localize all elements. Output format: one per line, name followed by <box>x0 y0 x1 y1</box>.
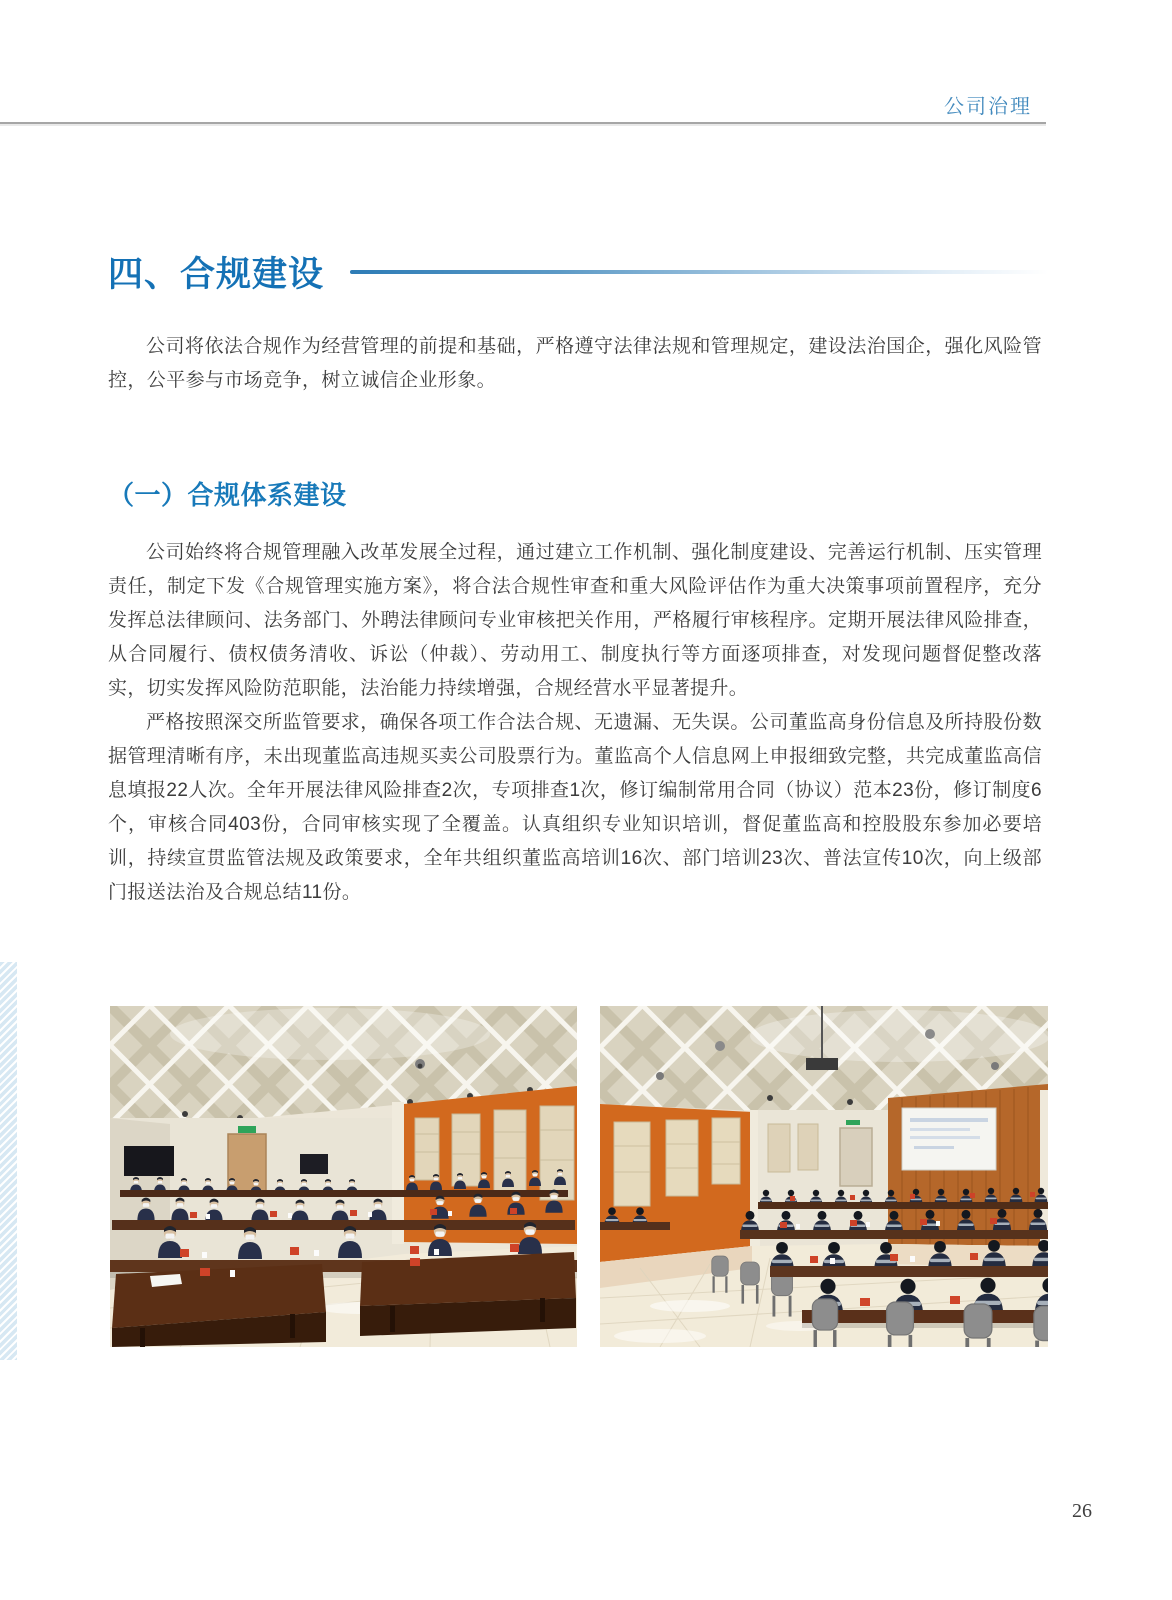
meeting-photo-left <box>110 1006 577 1347</box>
intro-paragraph: 公司将依法合规作为经营管理的前提和基础，严格遵守法律法规和管理规定，建设法治国企，强化风险管控，公平参与市场竞争，树立诚信企业形象。 <box>108 336 1042 391</box>
header-section-label: 公司治理 <box>944 96 1032 118</box>
header-rule <box>0 122 1046 124</box>
intro-paragraph-block <box>108 330 1042 398</box>
subsection-title: （一）合规体系建设 <box>108 480 347 510</box>
body-paragraph-1: 公司始终将合规管理融入改革发展全过程，通过建立工作机制、强化制度建设、完善运行机制、压实管理责任，制定下发《合规管理实施方案》，将合法合规性审查和重大风险评估作为重大决策事项前置程序，充分发挥总法律顾问、法务部门、外聘法律顾问专业审核把关作用，严格履行审核程序。定期开展法律风险排查，从合同履行、债权债务清收、诉讼（仲裁）、劳动用工、制度执行等方面逐项排查，对发现问题督促整改落实，切实发挥风险防范职能，法治能力持续增强，合规经营水平显著提升。 <box>108 542 1042 699</box>
projection-screen <box>902 1108 996 1170</box>
meeting-photo-right <box>600 1006 1048 1347</box>
body-text-block <box>108 536 1042 910</box>
left-hatch-decoration <box>0 962 17 1360</box>
body-paragraph-2: 严格按照深交所监管要求，确保各项工作合法合规、无遗漏、无失误。公司董监高身份信息及所持股份数据管理清晰有序，未出现董监高违规买卖公司股票行为。董监高个人信息网上申报细致完整，共完成董监高信息填报22人次。全年开展法律风险排查2次，专项排查1次，修订编制常用合同（协议）范本23份，修订制度6个，审核合同403份，合同审核实现了全覆盖。认真组织专业知识培训，督促董监高和控股股东参加必要培训，持续宣贯监管法规及政策要求，全年共组织董监高培训16次、部门培训23次、普法宣传10次，向上级部门报送法治及合规总结11份。 <box>108 712 1042 903</box>
page-number: 26 <box>1072 1500 1092 1522</box>
title-gradient-line <box>350 270 1048 274</box>
page-title: 四、合规建设 <box>108 255 325 294</box>
chapter-title-row <box>108 247 1048 297</box>
